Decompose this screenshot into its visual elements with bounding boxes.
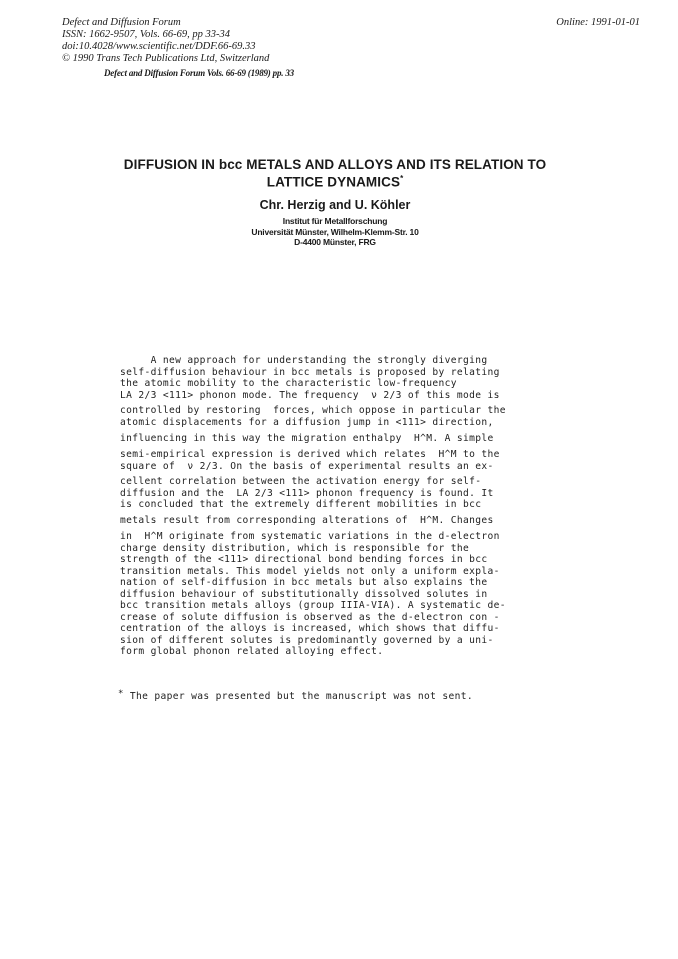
affiliation-institute: Institut für Metallforschung <box>282 216 388 226</box>
header-issn: ISSN: 1662-9507, Vols. 66-69, pp 33-34 <box>62 29 230 40</box>
abstract-line: nation of self-diffusion in bcc metals but also explains the <box>120 577 488 588</box>
abstract-line: strength of the <111> directional bond bending forces in bcc <box>120 554 488 565</box>
abstract-line: centration of the alloys is increased, which shows that diffu- <box>120 623 500 634</box>
abstract-line: charge density distribution, which is responsible for the <box>120 542 470 554</box>
header-journal-name: Defect and Diffusion Forum <box>62 17 181 28</box>
abstract-line: influencing in this way the migration enthalpy H^M. A simple <box>120 433 494 444</box>
paper-title <box>100 158 570 190</box>
abstract-line: bcc transition metals alloys (group IIIA-VIA). A systematic de- <box>120 600 506 611</box>
abstract-line: sion of different solutes is predominantly governed by a uni- <box>120 634 494 646</box>
abstract-line: controlled by restoring forces, which oppose in particular the <box>120 405 506 416</box>
header-copyright: © 1990 Trans Tech Publications Ltd, Switzerland <box>62 53 270 64</box>
affiliation-university: Universität Münster, Wilhelm-Klemm-Str. 10 <box>251 226 419 237</box>
title-line-2: LATTICE DYNAMICS <box>266 174 401 190</box>
journal-header <box>62 17 269 65</box>
abstract-line: square of ν 2/3. On the basis of experimental results an ex- <box>120 461 494 472</box>
title-footnote-mark: * <box>400 174 404 183</box>
abstract-line: form global phonon related alloying effect. <box>120 646 384 657</box>
abstract-line: LA 2/3 <111> phonon mode. The frequency ν 2/3 of this mode is <box>120 389 500 401</box>
abstract-line: the atomic mobility to the characteristic low-frequency <box>120 378 457 389</box>
abstract-line: is concluded that the extremely different mobilities in bcc <box>120 499 482 510</box>
header-doi: doi:10.4028/www.scientific.net/DDF.66-69.33 <box>62 41 256 52</box>
abstract-line: in H^M originate from systematic variations in the d-electron <box>120 531 500 542</box>
authors: Chr. Herzig and U. Köhler <box>259 198 411 212</box>
online-date: Online: 1991-01-01 <box>556 17 640 28</box>
affiliation-city: D-4400 Münster, FRG <box>294 237 376 247</box>
abstract-line: crease of solute diffusion is observed as the d-electron con - <box>120 611 500 623</box>
abstract-line: self-diffusion behaviour in bcc metals is proposed by relating <box>120 366 500 378</box>
abstract-line: atomic displacements for a diffusion jump in <111> direction, <box>120 417 494 428</box>
abstract-line: metals result from corresponding alterations of H^M. Changes <box>120 515 494 526</box>
abstract-line: transition metals. This model yields not only a uniform expla- <box>120 565 500 577</box>
abstract-line: diffusion behaviour of substitutionally dissolved solutes in <box>120 588 488 600</box>
affiliation <box>100 216 570 248</box>
abstract-line: cellent correlation between the activation energy for self- <box>120 476 482 487</box>
title-line-1: DIFFUSION IN bcc METALS AND ALLOYS AND ITS RELATION TO <box>123 157 547 172</box>
abstract-line: diffusion and the LA 2/3 <111> phonon frequency is found. It <box>120 487 494 499</box>
footnote-text: The paper was presented but the manuscript was not sent. <box>123 691 473 702</box>
footnote-mark: * <box>118 689 124 699</box>
journal-reference: Defect and Diffusion Forum Vols. 66-69 (1989) pp. 33 <box>104 68 294 78</box>
footnote <box>118 689 473 702</box>
abstract-line: semi-empirical expression is derived which relates H^M to the <box>120 449 500 460</box>
abstract-line: A new approach for understanding the strongly diverging <box>120 355 488 366</box>
